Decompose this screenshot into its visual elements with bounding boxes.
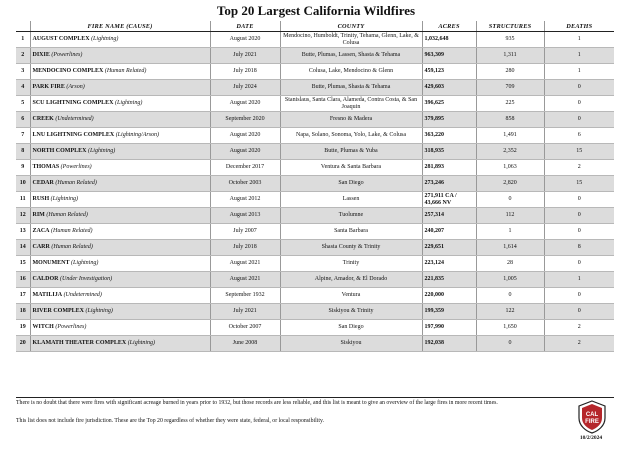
acres-cell: 379,895 [422, 112, 476, 128]
fire-name-cell [30, 304, 210, 320]
rank-cell: 19 [16, 320, 30, 336]
fire-name: NORTH COMPLEX [32, 148, 87, 155]
fire-name-cell [30, 128, 210, 144]
fire-cause: (Lightning) [91, 36, 119, 43]
deaths-cell: 1 [544, 48, 614, 64]
date-cell: August 2020 [210, 96, 280, 112]
rank-cell: 10 [16, 176, 30, 192]
table-row [16, 112, 614, 128]
rank-cell: 12 [16, 208, 30, 224]
fire-name: ZACA [32, 228, 50, 235]
deaths-cell: 0 [544, 96, 614, 112]
deaths-cell: 0 [544, 192, 614, 208]
date-cell: August 2020 [210, 128, 280, 144]
fire-name-cell [30, 80, 210, 96]
fire-name: MATILIJA [32, 292, 63, 299]
fire-name-cell [30, 320, 210, 336]
acres-cell: 273,246 [422, 176, 476, 192]
county-cell: Butte, Plumas, Shasta & Tehama [280, 80, 422, 96]
logo-text-fire: FIRE [585, 419, 599, 425]
fire-name: MENDOCINO COMPLEX [32, 68, 104, 75]
fire-name-cell [30, 256, 210, 272]
deaths-cell: 6 [544, 128, 614, 144]
table-row [16, 320, 614, 336]
fire-cause: (Human Related) [55, 180, 97, 187]
rank-cell: 9 [16, 160, 30, 176]
structures-cell: 1,311 [476, 48, 544, 64]
fire-name-cell [30, 288, 210, 304]
structures-cell: 858 [476, 112, 544, 128]
county-cell: Tuolumne [280, 208, 422, 224]
fire-cause: (Human Related) [104, 68, 147, 75]
fire-name: SCU LIGHTNING COMPLEX [32, 100, 114, 107]
fire-name: LNU LIGHTNING COMPLEX [32, 132, 115, 139]
structures-cell: 112 [476, 208, 544, 224]
table-row [16, 256, 614, 272]
fire-cause: (Powerlines) [55, 324, 87, 331]
structures-cell: 2,352 [476, 144, 544, 160]
rank-cell: 15 [16, 256, 30, 272]
fire-name: CARR [32, 244, 50, 251]
fire-name-cell [30, 32, 210, 48]
date-cell: October 2007 [210, 320, 280, 336]
county-cell: Siskiyou [280, 336, 422, 352]
deaths-cell: 2 [544, 320, 614, 336]
structures-cell: 709 [476, 80, 544, 96]
fire-cause: (Human Related) [51, 244, 93, 251]
fire-name: CREEK [32, 116, 54, 123]
fire-name: AUGUST COMPLEX [32, 36, 90, 43]
acres-cell: 257,314 [422, 208, 476, 224]
acres-cell: 271,911 CA / 43,666 NV [422, 192, 476, 208]
county-cell: Siskiyou & Trinity [280, 304, 422, 320]
rank-cell: 7 [16, 128, 30, 144]
rank-cell: 11 [16, 192, 30, 208]
county-cell: Napa, Solano, Sonoma, Yolo, Lake, & Colusa [280, 128, 422, 144]
wildfire-table [16, 21, 614, 352]
header-acres: ACRES [422, 21, 476, 32]
county-cell: Butte, Plumas & Yuba [280, 144, 422, 160]
rank-cell: 18 [16, 304, 30, 320]
footnote-jurisdiction: This list does not include fire jurisdiction. These are the Top 20 regardless of whether they were state, federal, or local responsibility. [16, 418, 324, 424]
deaths-cell: 2 [544, 336, 614, 352]
deaths-cell: 2 [544, 160, 614, 176]
deaths-cell: 1 [544, 272, 614, 288]
fire-cause: (Undetermined) [63, 292, 102, 299]
acres-cell: 459,123 [422, 64, 476, 80]
table-row [16, 224, 614, 240]
structures-cell: 2,820 [476, 176, 544, 192]
table-row [16, 336, 614, 352]
document-date: 10/2/2024 [579, 435, 603, 441]
date-cell: July 2018 [210, 64, 280, 80]
acres-cell: 221,835 [422, 272, 476, 288]
county-cell: Santa Barbara [280, 224, 422, 240]
fire-cause: (Under Investigation) [60, 276, 113, 283]
table-row [16, 80, 614, 96]
fire-name-cell [30, 144, 210, 160]
fire-cause: (Powerlines) [51, 52, 83, 59]
county-cell: Mendocino, Humboldt, Trinity, Tehama, Glenn, Lake, & Colusa [280, 32, 422, 48]
acres-cell: 318,935 [422, 144, 476, 160]
acres-cell: 396,625 [422, 96, 476, 112]
table-row [16, 272, 614, 288]
county-cell: Trinity [280, 256, 422, 272]
fire-name: THOMAS [32, 164, 60, 171]
county-cell: Stanislaus, Santa Clara, Alameda, Contra Costa, & San Joaquin [280, 96, 422, 112]
structures-cell: 0 [476, 336, 544, 352]
rank-cell: 2 [16, 48, 30, 64]
fire-name-cell [30, 224, 210, 240]
table-row [16, 160, 614, 176]
fire-cause: (Lightning) [115, 100, 143, 107]
fire-cause: (Lightning) [85, 308, 113, 315]
acres-cell: 223,124 [422, 256, 476, 272]
deaths-cell: 0 [544, 208, 614, 224]
fire-cause: (Lightning/Arson) [115, 132, 160, 139]
fire-name-cell [30, 96, 210, 112]
deaths-cell: 0 [544, 256, 614, 272]
fire-cause: (Human Related) [51, 228, 93, 235]
fire-name-cell [30, 192, 210, 208]
structures-cell: 1,063 [476, 160, 544, 176]
acres-cell: 197,990 [422, 320, 476, 336]
date-cell: August 2013 [210, 208, 280, 224]
rank-cell: 5 [16, 96, 30, 112]
county-cell: Butte, Plumas, Lassen, Shasta & Tehama [280, 48, 422, 64]
fire-name-cell [30, 208, 210, 224]
date-cell: August 2021 [210, 272, 280, 288]
date-cell: August 2021 [210, 256, 280, 272]
fire-name: CALDOR [32, 276, 59, 283]
table-row [16, 48, 614, 64]
logo-text-cal: CAL [585, 412, 599, 418]
deaths-cell: 0 [544, 224, 614, 240]
structures-cell: 1 [476, 224, 544, 240]
fire-name-cell [30, 112, 210, 128]
structures-cell: 1,614 [476, 240, 544, 256]
acres-cell: 199,359 [422, 304, 476, 320]
county-cell: San Diego [280, 176, 422, 192]
structures-cell: 122 [476, 304, 544, 320]
fire-cause: (Lightning) [127, 340, 156, 347]
table-row [16, 144, 614, 160]
rank-cell: 20 [16, 336, 30, 352]
structures-cell: 280 [476, 64, 544, 80]
rank-cell: 16 [16, 272, 30, 288]
acres-cell: 229,651 [422, 240, 476, 256]
rank-cell: 3 [16, 64, 30, 80]
fire-name: CEDAR [32, 180, 54, 187]
date-cell: July 2007 [210, 224, 280, 240]
structures-cell: 28 [476, 256, 544, 272]
fire-name: DIXIE [32, 52, 50, 59]
deaths-cell: 15 [544, 144, 614, 160]
header-deaths: DEATHS [544, 21, 614, 32]
table-row [16, 96, 614, 112]
date-cell: August 2020 [210, 32, 280, 48]
deaths-cell: 1 [544, 32, 614, 48]
table-row [16, 64, 614, 80]
rank-cell: 4 [16, 80, 30, 96]
acres-cell: 963,309 [422, 48, 476, 64]
fire-name-cell [30, 160, 210, 176]
footnote-records: There is no doubt that there were fires with significant acreage burned in years prior to 1932, but those records are less reliable, and this list is meant to give an overview of the large fires in more recent times. [16, 400, 498, 406]
page-title: Top 20 Largest California Wildfires [216, 3, 416, 18]
rank-cell: 13 [16, 224, 30, 240]
date-cell: June 2008 [210, 336, 280, 352]
fire-cause: (Lightning) [87, 148, 116, 155]
deaths-cell: 1 [544, 64, 614, 80]
structures-cell: 0 [476, 288, 544, 304]
acres-cell: 220,000 [422, 288, 476, 304]
structures-cell: 1,650 [476, 320, 544, 336]
date-cell: August 2020 [210, 144, 280, 160]
cal-fire-logo [577, 400, 607, 434]
table-row [16, 288, 614, 304]
fire-name-cell [30, 48, 210, 64]
table-row [16, 192, 614, 208]
fire-cause: (Lightning) [50, 196, 79, 203]
acres-cell: 429,603 [422, 80, 476, 96]
county-cell: San Diego [280, 320, 422, 336]
acres-cell: 281,893 [422, 160, 476, 176]
fire-cause: (Lightning) [71, 260, 99, 267]
fire-name: RUSH [32, 196, 50, 203]
rank-cell: 17 [16, 288, 30, 304]
date-cell: October 2003 [210, 176, 280, 192]
fire-name: MONUMENT [32, 260, 70, 267]
fire-cause: (Powerlines) [60, 164, 92, 171]
header-rank [16, 21, 30, 32]
fire-cause: (Undetermined) [55, 116, 94, 123]
table-row [16, 128, 614, 144]
rank-cell: 8 [16, 144, 30, 160]
date-cell: August 2012 [210, 192, 280, 208]
fire-name-cell [30, 64, 210, 80]
deaths-cell: 15 [544, 176, 614, 192]
acres-cell: 240,207 [422, 224, 476, 240]
acres-cell: 363,220 [422, 128, 476, 144]
fire-name-cell [30, 240, 210, 256]
deaths-cell: 0 [544, 288, 614, 304]
date-cell: July 2021 [210, 304, 280, 320]
fire-name-cell [30, 272, 210, 288]
fire-name: RIVER COMPLEX [32, 308, 85, 315]
fire-name: PARK FIRE [32, 84, 65, 91]
fire-name-cell [30, 336, 210, 352]
fire-name: KLAMATH THEATER COMPLEX [32, 340, 127, 347]
header-county: COUNTY [280, 21, 422, 32]
structures-cell: 1,491 [476, 128, 544, 144]
header-structures: STRUCTURES [476, 21, 544, 32]
table-row [16, 304, 614, 320]
fire-cause: (Arson) [66, 84, 85, 91]
county-cell: Lassen [280, 192, 422, 208]
date-cell: September 2020 [210, 112, 280, 128]
structures-cell: 225 [476, 96, 544, 112]
table-row [16, 32, 614, 48]
date-cell: July 2024 [210, 80, 280, 96]
county-cell: Colusa, Lake, Mendocino & Glenn [280, 64, 422, 80]
date-cell: July 2021 [210, 48, 280, 64]
county-cell: Ventura & Santa Barbara [280, 160, 422, 176]
table-row [16, 208, 614, 224]
deaths-cell: 8 [544, 240, 614, 256]
structures-cell: 0 [476, 192, 544, 208]
deaths-cell: 0 [544, 112, 614, 128]
date-cell: September 1932 [210, 288, 280, 304]
date-cell: July 2018 [210, 240, 280, 256]
table-body [16, 32, 614, 352]
county-cell: Fresno & Madera [280, 112, 422, 128]
deaths-cell: 0 [544, 80, 614, 96]
fire-name: RIM [32, 212, 45, 219]
rank-cell: 14 [16, 240, 30, 256]
county-cell: Shasta County & Trinity [280, 240, 422, 256]
fire-name-cell [30, 176, 210, 192]
table-row [16, 176, 614, 192]
structures-cell: 1,005 [476, 272, 544, 288]
footer-divider [16, 397, 614, 398]
rank-cell: 1 [16, 32, 30, 48]
acres-cell: 1,032,648 [422, 32, 476, 48]
county-cell: Ventura [280, 288, 422, 304]
header-date: DATE [210, 21, 280, 32]
rank-cell: 6 [16, 112, 30, 128]
structures-cell: 935 [476, 32, 544, 48]
acres-cell: 192,038 [422, 336, 476, 352]
county-cell: Alpine, Amador, & El Dorado [280, 272, 422, 288]
header-fire-name: FIRE NAME (CAUSE) [30, 21, 210, 32]
date-cell: December 2017 [210, 160, 280, 176]
fire-cause: (Human Related) [46, 212, 88, 219]
table-row [16, 240, 614, 256]
table-header-row [16, 21, 614, 32]
fire-name: WITCH [32, 324, 54, 331]
deaths-cell: 0 [544, 304, 614, 320]
